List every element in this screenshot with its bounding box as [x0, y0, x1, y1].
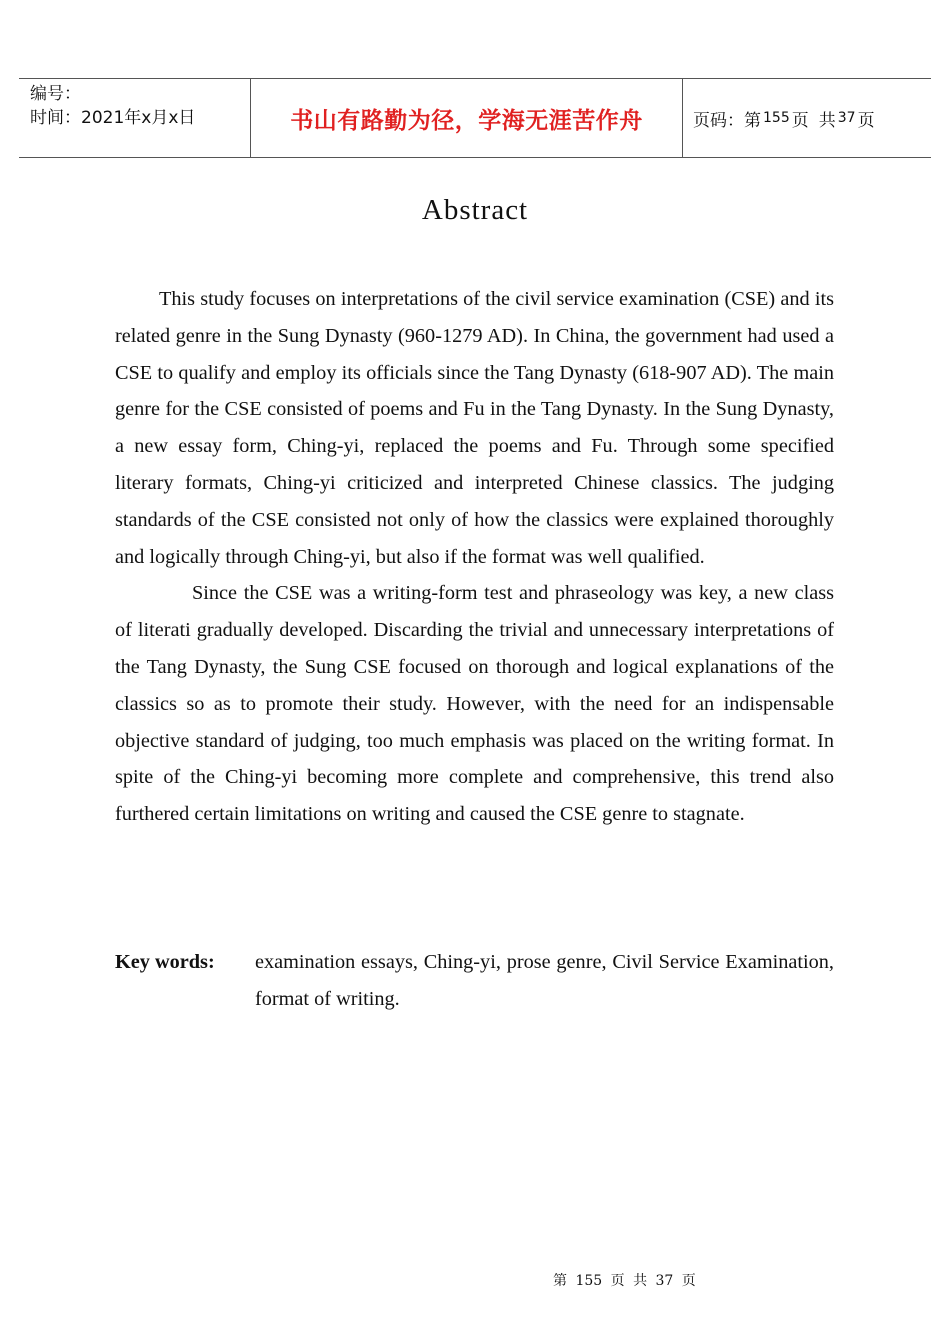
page-number: 155 — [763, 110, 790, 126]
header-motto-cell — [251, 79, 683, 157]
header-motto: 书山有路勤为径，学海无涯苦作舟 — [290, 107, 643, 134]
total-label: 共 — [818, 110, 836, 131]
abstract-title: Abstract — [421, 194, 529, 226]
keywords-label: Key words: — [115, 951, 215, 973]
header-page-cell — [683, 79, 931, 157]
abstract-body — [115, 281, 834, 833]
document-number-label: 编号： — [30, 84, 81, 104]
abstract-paragraph-1: This study focuses on interpretations of the civil service examination (CSE) and its related genre in the Sung Dynasty (960-1279 AD). In China, the government had used a CSE to qualify and employ its officials since the Tang Dynasty (618-907 AD). The main genre for the CSE consisted of poems and Fu in the Tang Dynasty. In the Sung Dynasty, a new essay form, Ching-yi, replaced the poems and Fu. Through some specified literary formats, Ching-yi criticized and interpreted Chinese classics. The judging standards of the CSE consisted not only of how the classics were explained thoroughly and logically through Ching-yi, but also if the format was well qualified. — [115, 288, 834, 568]
total-pages: 37 — [837, 110, 856, 126]
page-label: 页码：第 — [693, 110, 761, 131]
header-meta-cell — [19, 79, 251, 157]
page-footer: 第 155 页 共 37 页 — [553, 1273, 696, 1289]
abstract-paragraph-2: Since the CSE was a writing-form test and phraseology was key, a new class of literati gradually developed. Discarding the trivial and unnecessary interpretations of the Tang Dynasty, the Sung CSE focused on thorough and logical explanations of the classics so as to promote their study. However, with the need for an indispensable objective standard of judging, too much emphasis was placed on the writing format. In spite of the Ching-yi becoming more complete and comprehensive, this trend also furthered certain limitations on writing and caused the CSE genre to stagnate. — [115, 582, 834, 826]
page-unit: 页 — [791, 110, 809, 131]
header-table — [19, 78, 931, 158]
keywords-section — [115, 944, 834, 1018]
document-date: 时间：2021年x月x日 — [30, 108, 196, 128]
total-unit: 页 — [857, 110, 875, 131]
keywords-text: examination essays, Ching-yi, prose genre, Civil Service Examination, format of writing. — [255, 951, 834, 1010]
